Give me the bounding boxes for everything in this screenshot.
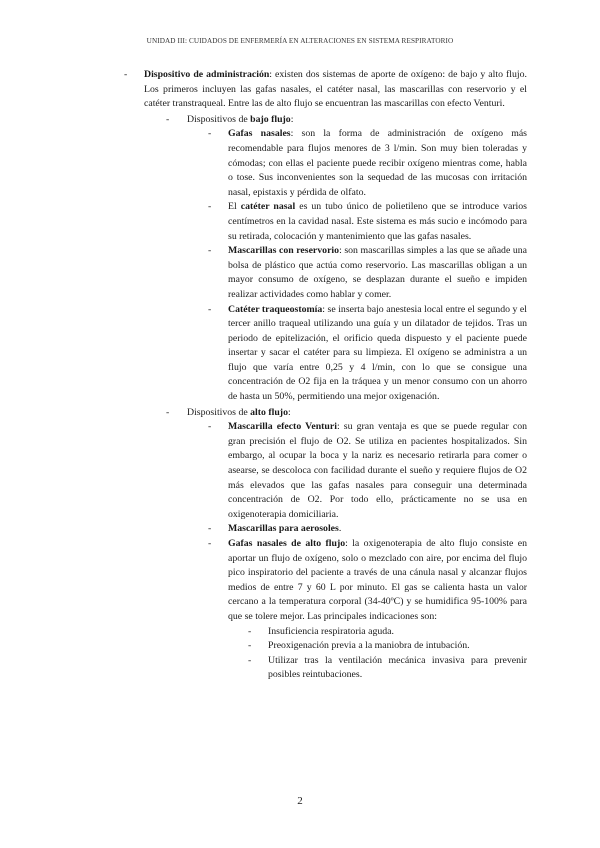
list-item-gafas-alto-flujo: - Gafas nasales de alto flujo: la oxigenoterapia de alto flujo consiste en aportar un flujo de oxígeno, solo o mezclado con aire, por encima del flujo pico inspiratorio del paciente a través de una cánula nasal y alcanzar flujos medios de entre 7 y 60 L por minuto. El gas se calienta hasta un valor cercano a la temperatura corporal (34-40ºC) y se humidifica 95-100% para que se tolere mejor. Las principales indicaciones son: - Insuficiencia respiratoria aguda. - Preoxigenación previa a la maniobra de intubación. - Utilizar tras la ventilación mecánica invasiva para prevenir posibles reintubaciones.: [208, 537, 527, 683]
bullet-dash: -: [166, 113, 170, 125]
term-gafas-alto-flujo: Gafas nasales de alto flujo: [228, 538, 346, 549]
list-item-mascarilla-venturi: - Mascarilla efecto Venturi: su gran ventaja es que se puede regular con gran precisión el flujo de O2. Se utiliza en pacientes hospitalizados. Sin embargo, al ocupar la boca y la nariz es necesario retirarla para comer o asearse, se descoloca con facilidad durante el sueño y requiere flujos de O2 más elevados que las gafas nasales para conseguir una determinada concentración de O2. Por todo ello, prácticamente no se usa en oxigenoterapia domiciliaria.: [208, 421, 528, 520]
dispositivo-text: : existen dos sistemas de aporte de oxígeno: de bajo y alto flujo. Los primeros incluyen las gafas nasales, el catéter nasal, las mascarillas con reservorio y el catéter transtraqueal. Entre las de alto flujo se encuentran las mascarillas con efecto Venturi.: [144, 69, 527, 110]
term-mascarilla-venturi: Mascarilla efecto Venturi: [228, 421, 337, 433]
list-item-mascarillas-aerosoles: - Mascarillas para aerosoles.: [208, 522, 527, 537]
term-dispositivo: Dispositivo de administración: [144, 69, 270, 80]
document-body: [118, 68, 527, 683]
list-item-gafas-nasales: - Gafas nasales: son la forma de administración de oxígeno más recomendable para flujos menores de 3 l/min. Son muy bien toleradas y cómodas; con ellas el paciente puede recibir oxígeno mientras come, habla o tose. Sus inconvenientes son la sequedad de las mucosas con irritación nasal, epistaxis y pérdida de olfato.: [208, 128, 527, 198]
list-item-indicacion: - Utilizar tras la ventilación mecánica invasiva para prevenir posibles reintubaciones.: [248, 654, 527, 681]
bullet-dash: -: [208, 523, 212, 535]
list-item-indicacion: - Preoxigenación previa a la maniobra de intubación.: [248, 639, 527, 654]
term-cateter-traqueostomia: Catéter traqueostomía: [228, 303, 323, 315]
bullet-dash: -: [248, 654, 252, 666]
list-item-indicacion: - Insuficiencia respiratoria aguda.: [248, 625, 527, 640]
bullet-dash: -: [248, 625, 252, 637]
bullet-dash: -: [124, 69, 128, 80]
term-cateter-nasal: catéter nasal: [240, 201, 296, 213]
list-item-mascarillas-reservorio: - Mascarillas con reservorio: son mascarillas simples a las que se añade una bolsa de plástico que actúa como reservorio. Las mascarillas obligan a un mayor consumo de oxígeno, se desplazan durante el sueño e impiden realizar actividades como hablar y comer.: [208, 245, 527, 300]
term-bajo-flujo: bajo flujo: [250, 113, 291, 125]
term-mascarillas-aerosoles: Mascarillas para aerosoles: [228, 523, 339, 535]
bullet-dash: -: [208, 538, 212, 549]
bullet-dash: -: [208, 421, 212, 433]
list-item-cateter-traqueostomia: - Catéter traqueostomía: se inserta bajo anestesia local entre el segundo y el tercer anillo traqueal utilizando una guía y un dilatador de tejidos. Tras un periodo de epitelización, el orificio queda dispuesto y el paciente puede insertar y sacar el catéter para su limpieza. El oxígeno se administra a un flujo que varía entre 0,25 y 4 l/min, con lo que se consigue una concentración de O2 fija en la tráquea y un menor consumo con un ahorro de hasta un 50%, permitiendo una mejor oxigenación.: [208, 303, 527, 403]
term-gafas-nasales: Gafas nasales: [228, 128, 291, 140]
bullet-dash: -: [208, 245, 212, 257]
bullet-dash: -: [166, 406, 170, 418]
list-item-bajo-flujo: - Dispositivos de bajo flujo: - Gafas nasales: son la forma de administración de oxígeno más recomendable para flujos menores de 3 l/min. Son muy bien toleradas y cómodas; con ellas el paciente puede recibir oxígeno mientras come, habla o tose. Sus inconvenientes son la sequedad de las mucosas con irritación nasal, epistaxis y pérdida de olfato. - El catéter nasal es un tubo único de polietileno que se introduce varios centímetros en la cavidad nasal. Este sistema es más sucio e incómodo para su retirada, colocación y mantenimiento que las gafas nasales. - Mascarillas con reservorio: son mascarillas simples a las que se añade una bolsa de plástico que actúa como reservorio. Las mascarillas obligan a un mayor consumo de oxígeno, se desplazan durante el sueño e impiden realizar actividades como hablar y comer. - Catéter traqueostomía: se inserta bajo anestesia local entre el segundo y el tercer anillo traqueal utilizando una guía y un dilatador de tejidos. Tras un periodo de epitelización, el orificio queda dispuesto y el paciente puede insertar y sacar el catéter para su limpieza. El oxígeno se administra a un flujo que varía entre 0,25 y 4 l/min, con lo que se consigue una concentración de O2 fija en la tráquea y un menor consumo con un ahorro de hasta un 50%, permitiendo una mejor oxigenación.: [166, 113, 527, 405]
page-number: 2: [297, 795, 303, 807]
bullet-dash: -: [208, 201, 212, 213]
term-alto-flujo: alto flujo: [250, 406, 288, 418]
list-item-cateter-nasal: - El catéter nasal es un tubo único de polietileno que se introduce varios centímetros en la cavidad nasal. Este sistema es más sucio e incómodo para su retirada, colocación y mantenimiento que las gafas nasales.: [208, 201, 527, 242]
bullet-dash: -: [208, 303, 212, 315]
term-mascarillas-reservorio: Mascarillas con reservorio: [228, 245, 340, 257]
bullet-dash: -: [248, 640, 252, 652]
page-header: UNIDAD III: CUIDADOS DE ENFERMERÍA EN ALTERACIONES EN SISTEMA RESPIRATORIO: [146, 37, 454, 45]
bullet-dash: -: [208, 128, 212, 140]
list-item-alto-flujo: - Dispositivos de alto flujo: - Mascarilla efecto Venturi: su gran ventaja es que se puede regular con gran precisión el flujo de O2. Se utiliza en pacientes hospitalizados. Sin embargo, al ocupar la boca y la nariz es necesario retirarla para comer o asearse, se descoloca con facilidad durante el sueño y requiere flujos de O2 más elevados que las gafas nasales para conseguir una determinada concentración de O2. Por todo ello, prácticamente no se usa en oxigenoterapia domiciliaria. - Mascarillas para aerosoles. - Gafas nasales de alto flujo: la oxigenoterapia de alto flujo consiste en aportar un flujo de oxígeno, solo o mezclado con aire, por encima del flujo pico inspiratorio del paciente a través de una cánula nasal y alcanzar flujos medios de entre 7 y 60 L por minuto. El gas se calienta hasta un valor cercano a la temperatura corporal (34-40ºC) y se humidifica 95-100% para que se tolere mejor. Las principales indicaciones son: - Insuficiencia respiratoria aguda. - Preoxigenación previa a la maniobra de intubación. - Utilizar tras la ventilación mecánica invasiva para prevenir posibles reintubaciones.: [166, 406, 527, 683]
list-item-dispositivo: [118, 68, 527, 683]
